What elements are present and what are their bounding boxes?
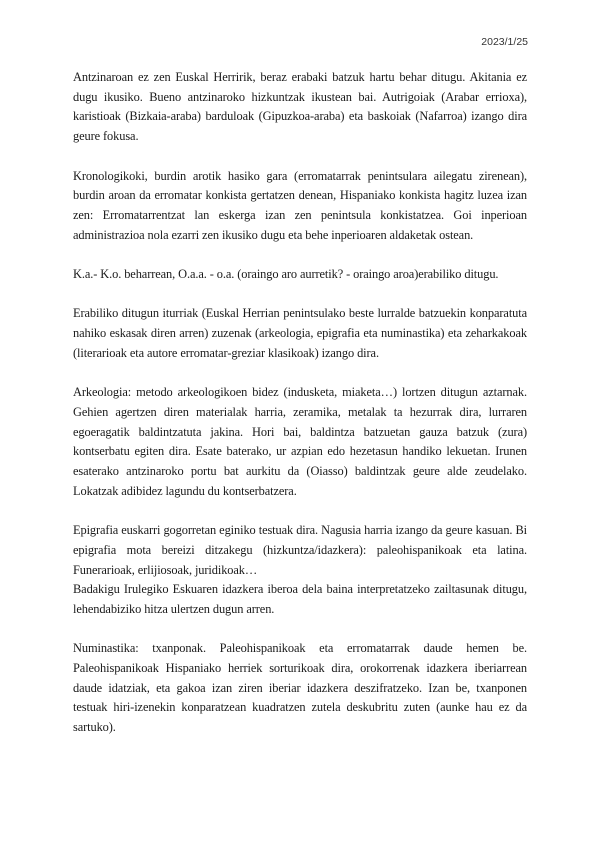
paragraph-epigraphy: Epigrafia euskarri gogorretan eginiko testuak dira. Nagusia harria izango da geure kasuan. Bi epigrafia mota bereizi ditzakegu (hizkuntza/idazkera): paleohispanikoak eta latina. Funerarioak, erlijiosoak, juridikoak…: [73, 523, 527, 577]
paragraph-chronology: Kronologikoki, burdin arotik hasiko gara (erromatarrak penintsulara ailegatu zirenean), burdin aroan da erromatar konkista gertatzen denean, Hispaniako konkista hagitz luzea izan zen: Erromatarrentzat lan eskerga izan zen penintsula konkistatzea. Goi inperioan administrazioa nola ezarri zen ikusiko dugu eta behe inperioaren aldaketak ostean.: [73, 168, 527, 242]
paragraph-irulegi-hand: Badakigu Irulegiko Eskuaren idazkera iberoa dela baina interpretatzeko zailtasunak ditugu, lehendabiziko hitza ulertzen dugun arren.: [73, 582, 527, 616]
paragraph-numismatics: Numinastika: txanponak. Paleohispanikoak eta erromatarrak daude hemen be. Paleohispanikoak Hispaniako herriek sorturikoak dira, orokorrenak idazkera iberiarrean daude idatziak, eta gakoa izan ziren iberiar idazkera deszifratzeko. Izan be, txanponen testuak hiri-izenekin konparatzean kuadratzen zutela deskubritu zuten (aunke hau ez da sartuko).: [73, 641, 527, 735]
document-body: [73, 68, 527, 758]
paragraph-era-notation: K.a.- K.o. beharrean, O.a.a. - o.a. (oraingo aro aurretik? - oraingo aroa)erabiliko ditugu.: [73, 267, 499, 281]
page-date: 2023/1/25: [481, 36, 528, 48]
paragraph-sources: Erabiliko ditugun iturriak (Euskal Herrian penintsulako beste lurralde batzuekin konparatuta nahiko eskasak diren arren) zuzenak (arkeologia, epigrafia eta numinastika) eta zeharkakoak (literarioak eta autore erromatar-greziar klasikoak) izango dira.: [73, 306, 527, 360]
paragraph-archaeology: Arkeologia: metodo arkeologikoen bidez (indusketa, miaketa…) lortzen ditugun aztarnak. Gehien agertzen diren materialak harria, zeramika, metalak ta hezurrak dira, lurraren egoeragatik baldintzatuta jakina. Hori bai, baldintza batzuetan gauza batzuk (zura) kontserbatu egiten dira. Esate baterako, ur azpian edo hezetasun handiko lekuetan. Irunen esaterako antzinaroko portu bat aurkitu da (Oiasso) baldintzak geure alde zeudelako. Lokatzak adibidez lagundu du kontserbatzera.: [73, 385, 527, 498]
paragraph-intro: Antzinaroan ez zen Euskal Herririk, beraz erabaki batzuk hartu behar ditugu. Akitania ez dugu ikusiko. Bueno antzinaroko hizkuntzak ikustean bai. Autrigoiak (Arabar errioxa), karistioak (Bizkaia-araba) barduloak (Gipuzkoa-araba) eta baskoiak (Nafarroa) izango dira geure fokusa.: [73, 70, 527, 144]
